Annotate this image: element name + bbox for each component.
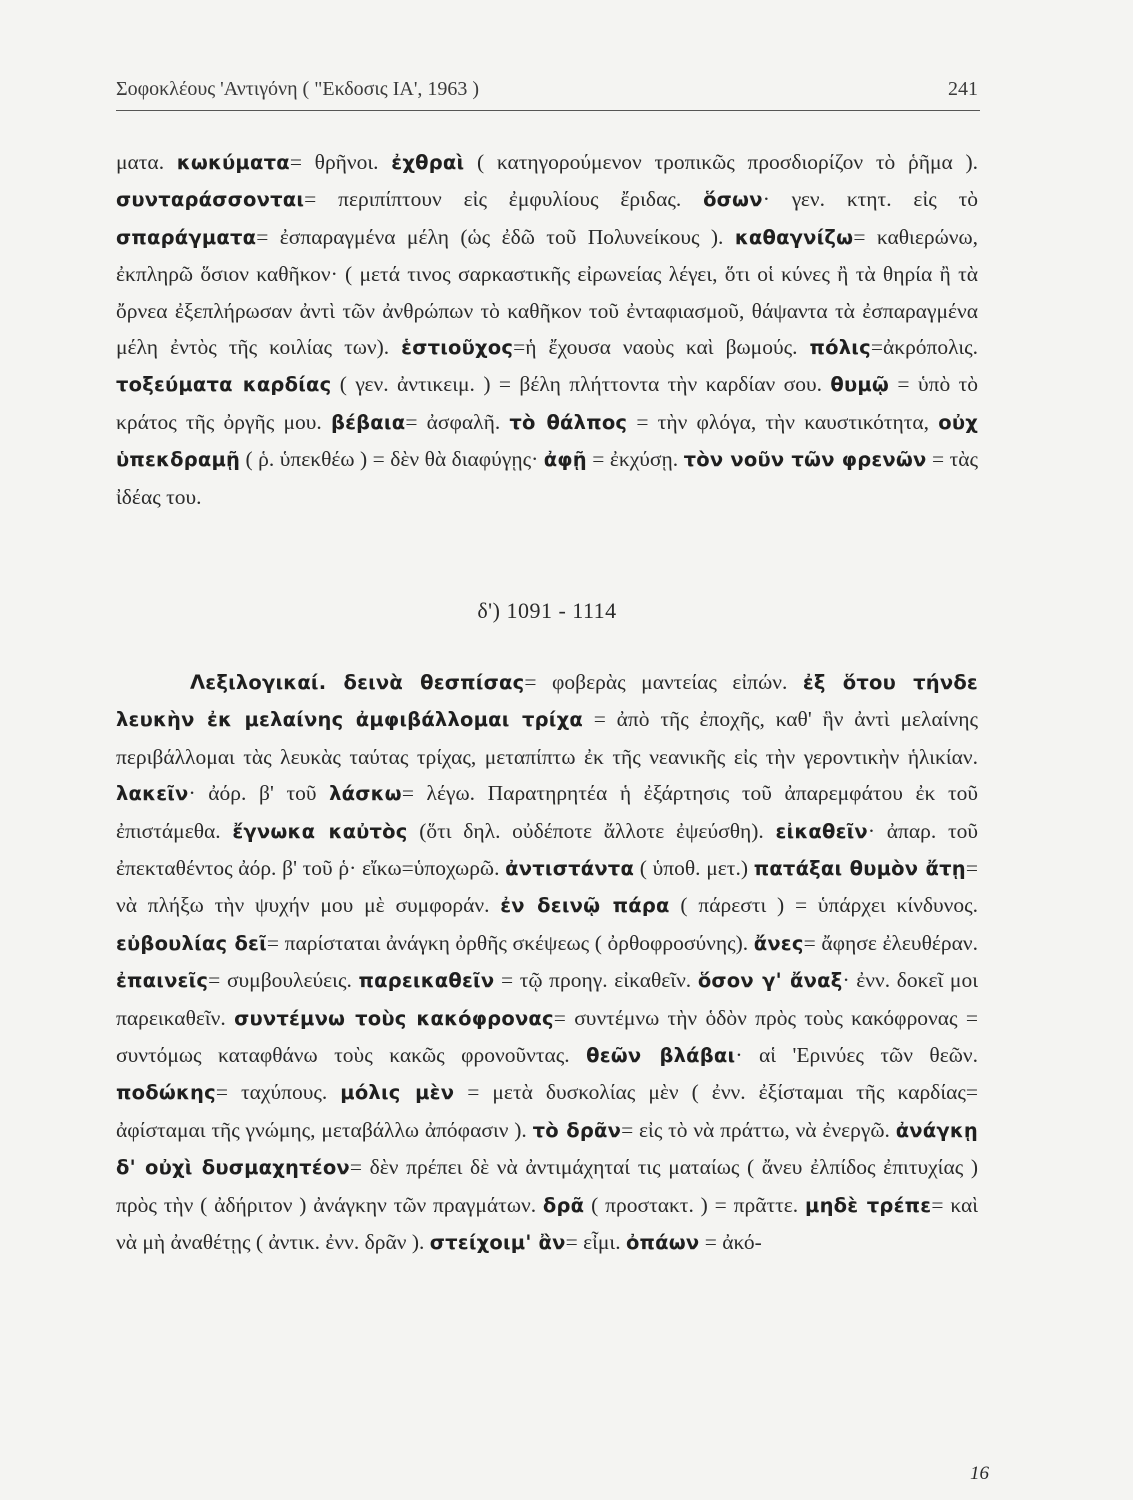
lemma-term: Λεξιλογικαί. δεινὰ θεσπίσας [190,671,525,694]
commentary-paragraph-2 [116,664,978,1262]
gloss-text: =ἀκρόπολις. [870,335,978,360]
gloss-text: · ἀπαρ. τοῦ ἐπεκταθέντος ἀόρ. β' τοῦ ῥ· εἴκω=ὑποχωρῶ. [116,818,979,881]
lemma-term: ἀντιστάντα [505,857,635,881]
gloss-text: = φοβερὰς μαντείας εἰπών. [524,670,803,694]
lemma-term: θυμῷ [830,373,890,397]
lemma-term: συνταράσσονται [116,188,305,212]
lemma-term: μόλις μὲν [340,1081,455,1105]
gloss-text: = ἀσφαλῆ. [405,409,510,434]
lemma-term: μηδὲ τρέπε [805,1193,932,1217]
lemma-term: ποδώκης [116,1081,216,1105]
lemma-term: οὐχ ὑπεκδραμῇ [116,410,978,472]
lemma-term: παρεικαθεῖν [358,969,495,993]
lemma-term: ἀφῇ [543,448,587,472]
gloss-text: ( προστακτ. ) = πρᾶττε. [584,1192,806,1217]
running-header [116,78,978,101]
lemma-term: στείχοιμ' ἂν [429,1231,566,1255]
gloss-text: = ἄφησε ἐλευθέραν. [803,930,978,955]
sheet-number: 16 [970,1463,989,1484]
gloss-text: =ἡ ἔχουσα ναοὺς καὶ βωμούς. [513,335,810,360]
lemma-term: τὸν νοῦν τῶν φρενῶν [683,448,927,472]
lemma-term: θεῶν βλάβαι [586,1044,736,1068]
header-rule [116,110,980,111]
lemma-term: τοξεύματα καρδίας [116,373,332,397]
gloss-text: = καὶ νὰ μὴ ἀναθέτῃς ( ἀντικ. ἐνν. δρᾶν ). [116,1192,979,1255]
lemma-term: συντέμνω τοὺς κακόφρονας [234,1006,554,1030]
gloss-text: = τὴν φλόγα, τὴν καυστικότητα, [627,409,939,434]
gloss-text: (ὅτι δηλ. οὐδέποτε ἄλλοτε ἐψεύσθη). [407,818,776,843]
lemma-term: εὐβουλίας δεῖ [116,931,267,955]
lemma-term: ὅσον γ' ἄναξ [697,969,843,993]
gloss-text: ματα. [116,150,177,174]
lemma-term: λακεῖν [116,782,189,806]
lemma-term: ἑστιοῦχος [401,336,514,360]
gloss-text: = καθιερώνω, ἐκπληρῶ ὅσιον καθῆκον· ( μετά τινος σαρκαστικῆς εἰρωνείας λέγει, ὅτι οἱ κύνες ἢ τὰ θηρία ἢ τὰ ὄρνεα ἐξεπλήρωσαν ἀντὶ τῶν ἀνθρώπων τὸ καθῆκον τοῦ ἐνταφιασμοῦ, θάψαντα τὰ ἐσπαραγμένα μέλη ἐντὸς τῆς κοιλίας των). [116,224,978,360]
lemma-term: ἄνες [753,931,804,955]
lemma-term: τὸ δρᾶν [532,1118,622,1142]
lemma-term: τὸ θάλπος [509,410,628,434]
page-number: 241 [948,78,978,100]
gloss-text: = εἰς τὸ νὰ πράττω, νὰ ἐνεργῶ. [621,1117,896,1142]
lemma-term: δρᾶ [542,1193,585,1217]
gloss-text: = λέγω. Παρατηρητέα ἡ ἐξάρτησις τοῦ ἀπαρεμφάτου ἐκ τοῦ ἐπιστάμεθα. [116,781,978,843]
lemma-term: ἐξ ὅτου τήνδε λευκὴν ἐκ μελαίνης ἀμφιβάλλομαι τρίχα [116,671,978,732]
commentary-text-1 [116,144,978,515]
gloss-text: · αἱ 'Ερινύες τῶν θεῶν. [735,1043,978,1068]
section-heading: δ') 1091 - 1114 [477,598,617,623]
lemma-term: ὅσων [703,188,763,212]
lemma-term: σπαράγματα [116,225,257,249]
gloss-text: · ἐνν. δοκεῖ μοι παρεικαθεῖν. [116,968,978,1030]
gloss-text: ( γεν. ἀντικειμ. ) = βέλη πλήττοντα τὴν καρδίαν σου. [331,372,831,397]
gloss-text: = ἀκό- [699,1230,762,1255]
gloss-text: = τὰς ἰδέας του. [116,447,979,509]
lemma-term: βέβαια [330,410,406,434]
gloss-text: = εἶμι. [565,1230,626,1255]
gloss-text: · ἀόρ. β' τοῦ [188,781,330,806]
gloss-text: = μετὰ δυσκολίας μὲν ( ἐνν. ἐξίσταμαι τῆς καρδίας= ἀφίσταμαι τῆς γνώμης, μεταβάλλω ἀπόφασιν ). [116,1080,979,1142]
lemma-term: πατάξαι θυμὸν ἄτῃ [753,857,966,881]
gloss-text: = περιπίπτουν εἰς ἐμφυλίους ἔριδας. [304,187,704,212]
lemma-term: λάσκω [329,782,402,806]
lemma-term: ἐπαινεῖς [116,969,209,993]
gloss-text: = νὰ πλήξω τὴν ψυχήν μου μὲ συμφοράν. [116,856,978,918]
lemma-term: ἀνάγκῃ δ' οὐχὶ δυσμαχητέον [116,1118,978,1180]
gloss-text: = τῷ προηγ. εἰκαθεῖν. [494,968,698,993]
gloss-text: = ὑπὸ τὸ κράτος τῆς ὀργῆς μου. [116,372,978,434]
gloss-text: = ἐκχύσῃ. [586,447,684,472]
gloss-text: = παρίσταται ἀνάγκη ὀρθῆς σκέψεως ( ὀρθοφροσύνης). [266,930,754,955]
lemma-term: ἐν δεινῷ πάρα [500,894,670,918]
lemma-term: καθαγνίζω [734,225,854,249]
lemma-term: ἔγνωκα καὐτὸς [232,819,408,843]
gloss-text: = δὲν πρέπει δὲ νὰ ἀντιμάχηταί τις ματαίως ( ἄνευ ἐλπίδος ἐπιτυχίας ) πρὸς τὴν ( ἀδήριτον ) ἀνάγκην τῶν πραγμάτων. [116,1155,978,1217]
lemma-term: κωκύματα [176,151,290,174]
gloss-text: = συντέμνω τὴν ὁδὸν πρὸς τοὺς κακόφρονας = συντόμως καταφθάνω τοὺς κακῶς φρονοῦντας. [116,1005,978,1068]
gloss-text: ( ὑποθ. μετ.) [634,856,754,881]
gloss-text: = συμβουλεύεις. [208,968,359,993]
gloss-text: ( ῥ. ὑπεκθέω ) = δὲν θὰ διαφύγῃς· [240,447,544,472]
gloss-text: = θρῆνοι. [289,150,392,174]
commentary-paragraph-1 [116,144,978,515]
lemma-term: ἐχθραὶ [391,151,465,174]
lemma-term: ὀπάων [625,1231,700,1255]
commentary-text-2 [116,664,978,1262]
lemma-term: πόλις [809,336,871,360]
running-title: Σοφοκλέους 'Αντιγόνη ( "Εκδοσις ΙΑ', 1963 ) [116,78,480,100]
gloss-text: · γεν. κτητ. εἰς τὸ [762,187,978,212]
gloss-text: = ἐσπαραγμένα μέλη (ὡς ἐδῶ τοῦ Πολυνείκους ). [256,224,735,249]
gloss-text: ( πάρεστι ) = ὑπάρχει κίνδυνος. [669,893,978,918]
gloss-text: = ἀπὸ τῆς ἐποχῆς, καθ' ἣν ἀντὶ μελαίνης περιβάλλομαι τὰς λευκὰς ταύτας τρίχας, μεταπίπτω ἐκ τῆς νεανικῆς εἰς τὴν γεροντικὴν ἡλικίαν. [116,707,978,769]
gloss-text: = ταχύπους. [215,1080,341,1105]
lemma-term: εἰκαθεῖν [775,819,868,843]
gloss-text: ( κατηγορούμενον τροπικῶς προσδιορίζον τὸ ῥῆμα ). [464,150,978,174]
